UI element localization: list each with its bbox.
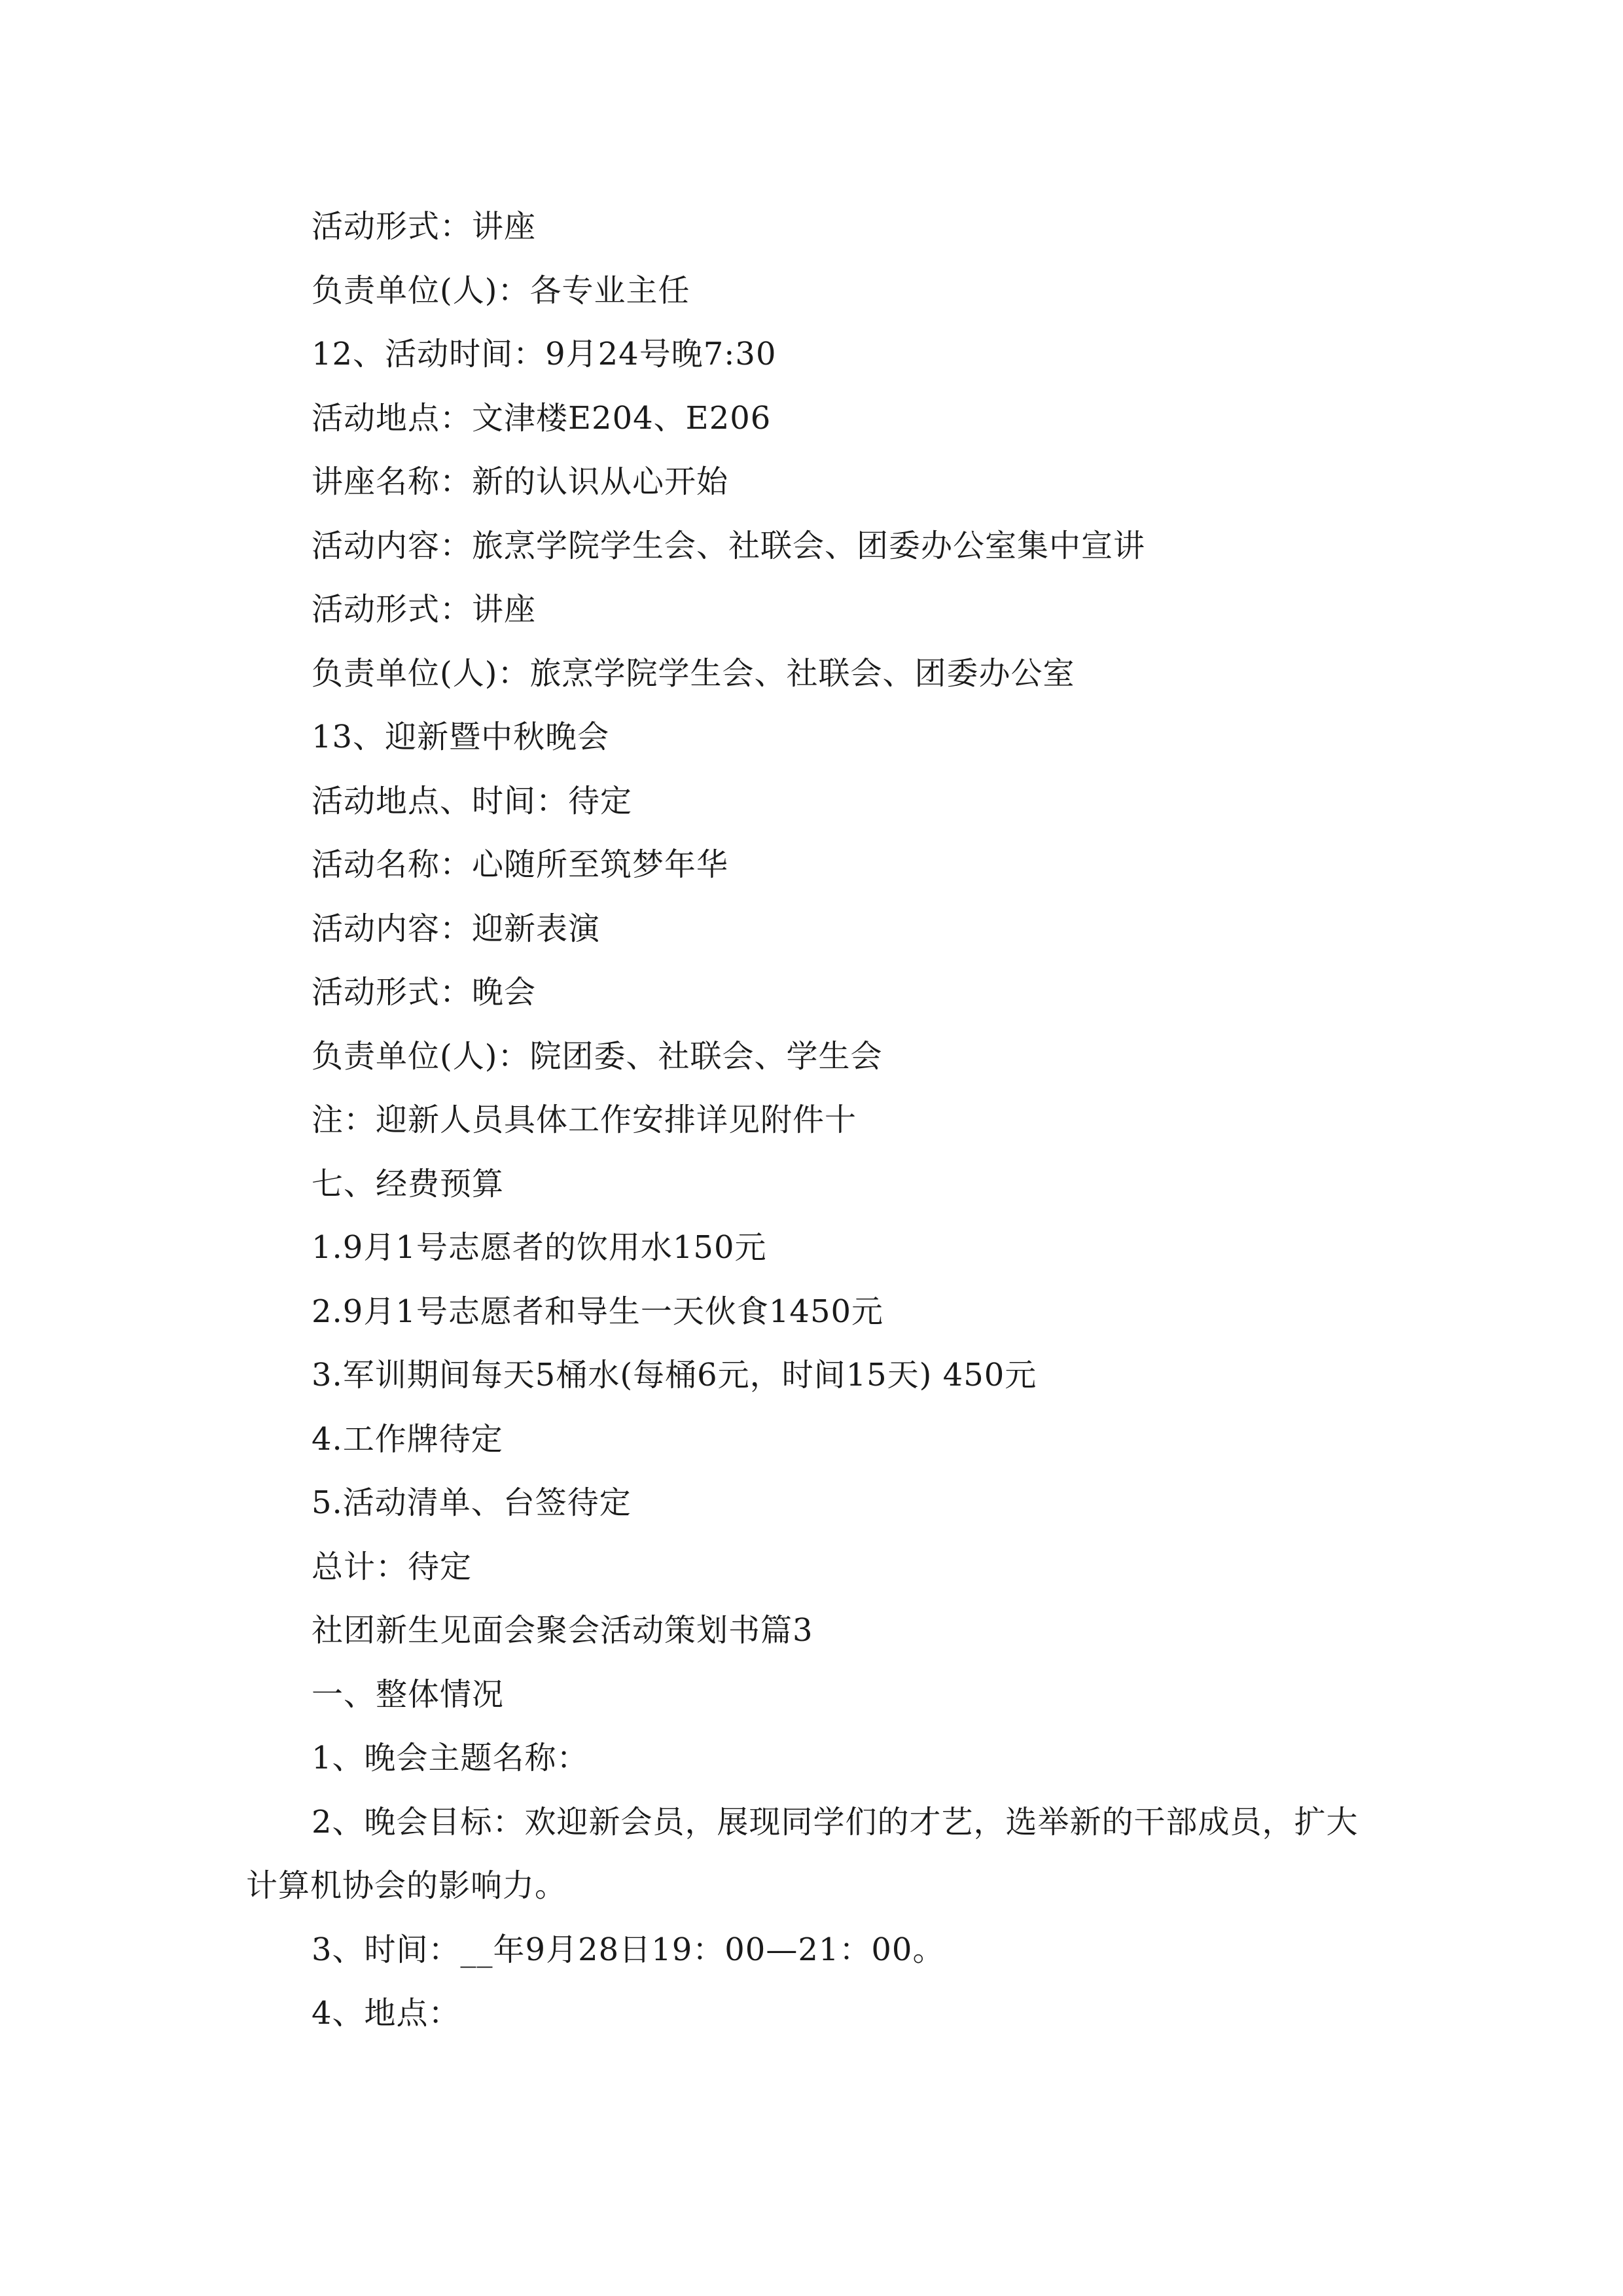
- text-line: 2、晚会目标：欢迎新会员，展现同学们的才艺，选举新的干部成员，扩大: [312, 1803, 1359, 1840]
- text-line: 1、晚会主题名称：: [312, 1740, 589, 1776]
- text-line: 活动地点：文津楼E204、E206: [312, 399, 772, 437]
- budget-total: 总计：待定: [312, 1548, 473, 1585]
- text-line: 活动形式：讲座: [312, 208, 537, 245]
- document-body: [0, 195, 1623, 2046]
- text-line: 活动地点、时间：待定: [312, 782, 633, 819]
- budget-item: 3.军训期间每天5桶水(每桶6元，时间15天) 450元: [312, 1357, 1037, 1393]
- text-line: 负责单位(人)：旅烹学院学生会、社联会、团委办公室: [312, 655, 1075, 692]
- text-line: 负责单位(人)：院团委、社联会、学生会: [312, 1037, 883, 1075]
- budget-item: 1.9月1号志愿者的饮用水150元: [312, 1229, 767, 1266]
- text-line: 13、迎新暨中秋晚会: [312, 719, 610, 755]
- text-line: 注：迎新人员具体工作安排详见附件十: [312, 1102, 857, 1138]
- text-line: 活动形式：讲座: [312, 591, 537, 628]
- text-line: 活动名称：心随所至筑梦年华: [312, 846, 729, 883]
- text-line: 3、时间：__年9月28日19：00—21：00。: [312, 1931, 945, 1968]
- budget-item: 5.活动清单、台签待定: [312, 1484, 632, 1521]
- section-heading: 七、经费预算: [312, 1165, 505, 1202]
- text-line: 4、地点：: [312, 1995, 461, 2032]
- text-line: 讲座名称：新的认识从心开始: [312, 463, 729, 500]
- text-line: 活动内容：旅烹学院学生会、社联会、团委办公室集中宣讲: [312, 527, 1146, 564]
- budget-item: 2.9月1号志愿者和导生一天伙食1450元: [312, 1293, 884, 1330]
- text-line: 12、活动时间：9月24号晚7:30: [312, 336, 777, 372]
- section-heading: 一、整体情况: [312, 1676, 505, 1713]
- article-title: 社团新生见面会聚会活动策划书篇3: [312, 1612, 813, 1649]
- text-line-continuation: 计算机协会的影响力。: [246, 1867, 567, 1904]
- text-line: 负责单位(人)：各专业主任: [312, 272, 690, 309]
- text-line: 活动形式：晚会: [312, 974, 537, 1011]
- budget-item: 4.工作牌待定: [312, 1420, 503, 1458]
- text-line: 活动内容：迎新表演: [312, 910, 601, 947]
